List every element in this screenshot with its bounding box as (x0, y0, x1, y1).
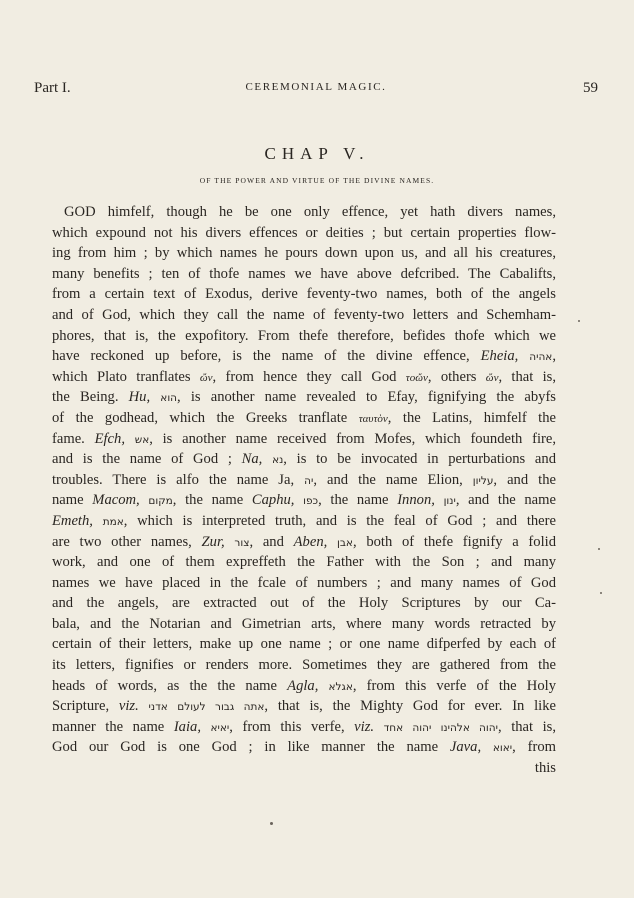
text-run (481, 739, 493, 755)
page-number: 59 (583, 80, 598, 96)
italic-name: Emeth, (52, 512, 93, 529)
text-run: fame. (52, 430, 95, 447)
italic-name: Na, (241, 451, 263, 468)
text-line (52, 696, 556, 717)
text-run: , is another name received from Mofes, which foundeth fire, (149, 430, 556, 447)
paper-speck (598, 548, 600, 550)
text-run: , and (249, 533, 294, 550)
text-run: and the angels, are extracted out of the Holy Scriptures by our Ca- (52, 595, 556, 612)
text-line (52, 470, 556, 491)
text-run: , from (512, 739, 556, 756)
text-line (52, 676, 556, 697)
hebrew-word: אבן (337, 536, 353, 549)
text-line (52, 593, 556, 614)
text-line (52, 346, 556, 367)
text-line (52, 737, 556, 758)
text-run: , the Latins, himfelf the (387, 409, 556, 426)
hebrew-word: אש (134, 433, 150, 446)
hebrew-word: מקום (148, 495, 173, 508)
italic-name: viz. (118, 698, 139, 715)
italic-name: Iaia, (173, 718, 201, 735)
text-run (518, 348, 529, 364)
text-line (52, 532, 556, 553)
text-run: phores, that is, the expofitory. From thefe therefore, befides thofe which we (52, 327, 556, 344)
chapter-title: CHAP V. (264, 144, 370, 163)
text-run: ing from him ; by which names he pours down upon us, and all his creatures, (52, 245, 556, 262)
text-run: heads of words, as the the name (52, 677, 288, 694)
text-run: Scripture, (52, 698, 119, 715)
text-run: work, and one of them expreffeth the Father with the Son ; and many (52, 554, 556, 571)
chapter-subtitle: OF THE POWER AND VIRTUE OF THE DIVINE NAMES. (199, 176, 435, 185)
hebrew-word: הוא (160, 392, 178, 405)
text-run (327, 534, 337, 550)
text-run: , that is, (498, 368, 556, 385)
text-run: , is another name revealed to Efay, fignifying the abyfs (177, 389, 556, 406)
paper-speck (270, 822, 273, 825)
text-run (201, 719, 211, 735)
text-line (52, 387, 556, 408)
text-line (52, 511, 556, 532)
greek-word: ὤν (199, 371, 213, 384)
text-run: , (552, 348, 556, 365)
italic-name: Aben, (293, 533, 328, 550)
text-run (125, 431, 135, 447)
text-run: , from this verfe of the Holy (352, 677, 556, 694)
text-run (93, 513, 103, 529)
text-run: manner the name (52, 718, 174, 735)
text-run: from a certain text of Exodus, derive feventy-two names, both of the angels (52, 286, 556, 303)
text-line (52, 284, 556, 305)
italic-name: Hu, (128, 389, 151, 406)
text-line (52, 758, 556, 779)
text-run: GOD himfelf, though he be one only effence, yet hath divers names, (64, 204, 556, 220)
greek-word: ὤν (485, 371, 499, 384)
text-line (52, 717, 556, 738)
text-run: certain of their letters, make up one name ; or one name difperfed by each of (52, 636, 556, 653)
italic-name: Java, (449, 739, 482, 756)
text-line (52, 326, 556, 347)
paper-speck (578, 320, 580, 322)
text-run: , and the (493, 471, 556, 488)
text-run: many benefits ; ten of thofe names we have above defcribed. The Cabalifts, (52, 265, 556, 282)
text-run: , others (427, 368, 486, 385)
hebrew-word: נא (272, 454, 284, 467)
text-run: of the godhead, which the Greeks tranflate (52, 409, 359, 426)
text-run (139, 698, 149, 714)
text-run: God our God is one God ; in like manner the name (52, 739, 450, 756)
text-run: , the name (318, 492, 398, 509)
text-line (52, 264, 556, 285)
hebrew-word: אתה גבור לעולם אדני (148, 701, 265, 714)
hebrew-word: כפו (303, 495, 319, 508)
text-run: its letters, fignifies or renders more. Sometimes they are gathered from the (52, 657, 556, 674)
hebrew-word: אהיה (529, 351, 553, 364)
running-title: CEREMONIAL MAGIC. (245, 81, 387, 93)
hebrew-word: אמת (102, 515, 124, 528)
text-run: , from hence they call God (212, 368, 406, 385)
text-run: are two other names, (52, 533, 202, 550)
italic-name: Zur, (201, 533, 225, 550)
text-run: bala, and the Notarian and Gimetrian arts, where many words retracted by (52, 615, 556, 632)
text-run: , which is interpreted truth, and is the feal of God ; and there (123, 512, 556, 529)
text-line (52, 202, 556, 223)
text-line (52, 243, 556, 264)
italic-name: Agla, (287, 677, 319, 694)
text-line (52, 429, 556, 450)
text-run: this (534, 760, 556, 777)
text-run: the Being. (52, 389, 129, 406)
text-line (52, 655, 556, 676)
hebrew-word: ינון (443, 495, 456, 508)
text-run: , from this verfe, (229, 718, 355, 735)
text-run: , the name (172, 492, 252, 509)
text-run (225, 534, 235, 550)
text-line (52, 367, 556, 388)
paper-speck (600, 592, 602, 594)
hebrew-word: יאיא (210, 721, 230, 734)
text-run: and is the name of God ; (52, 451, 242, 468)
text-line (52, 490, 556, 511)
text-line (52, 573, 556, 594)
hebrew-word: אגלא (328, 680, 353, 693)
text-run: , and the name Elion, (313, 471, 473, 488)
hebrew-word: יהוה אלהינו יהוה אחד (383, 721, 498, 734)
text-run (294, 492, 303, 508)
text-run: names we have placed in the fcale of numbers ; and many names of God (52, 574, 556, 591)
text-line (52, 223, 556, 244)
greek-word: ταυτὸν (358, 412, 388, 425)
text-run (318, 678, 328, 694)
text-run: , that is, (498, 718, 556, 735)
body-paragraph (52, 202, 556, 779)
text-run: troubles. There is alfo the name Ja, (52, 471, 305, 488)
text-run (435, 492, 444, 508)
text-line (52, 449, 556, 470)
text-line (52, 552, 556, 573)
italic-name: Macom, (92, 492, 140, 509)
part-label: Part I. (34, 80, 71, 96)
running-head (34, 80, 598, 100)
hebrew-word: יאוא (492, 742, 513, 755)
text-line (52, 408, 556, 429)
hebrew-word: צור (234, 536, 250, 549)
italic-name: Eheia, (480, 348, 519, 365)
hebrew-word: עליון (472, 474, 494, 487)
text-run: , and the name (455, 492, 556, 509)
text-line (52, 305, 556, 326)
hebrew-word: יה (304, 474, 314, 487)
text-run: have reckoned up before, is the name of the divine effence, (52, 348, 481, 365)
italic-name: Caphu, (251, 492, 295, 509)
text-run: , both of thefe fignify a folid (352, 533, 556, 550)
text-run: name (52, 492, 93, 509)
text-run (150, 389, 160, 405)
italic-name: viz. (354, 718, 375, 735)
text-run (374, 719, 384, 735)
italic-name: Efch, (94, 430, 125, 447)
text-run: , is to be invocated in perturbations and (283, 451, 557, 468)
text-line (52, 614, 556, 635)
text-line (52, 634, 556, 655)
text-run (262, 451, 272, 467)
text-run: , that is, the Mighty God for ever. In like (264, 698, 556, 715)
text-run: which expound not his divers effences or deities ; but certain properties flow- (52, 224, 556, 241)
text-run: and of God, which they call the name of feventy-two letters and Schemham- (52, 306, 556, 323)
greek-word: τοὤν (405, 371, 428, 384)
text-run: which Plato tranflates (52, 368, 200, 385)
italic-name: Innon, (397, 492, 435, 509)
